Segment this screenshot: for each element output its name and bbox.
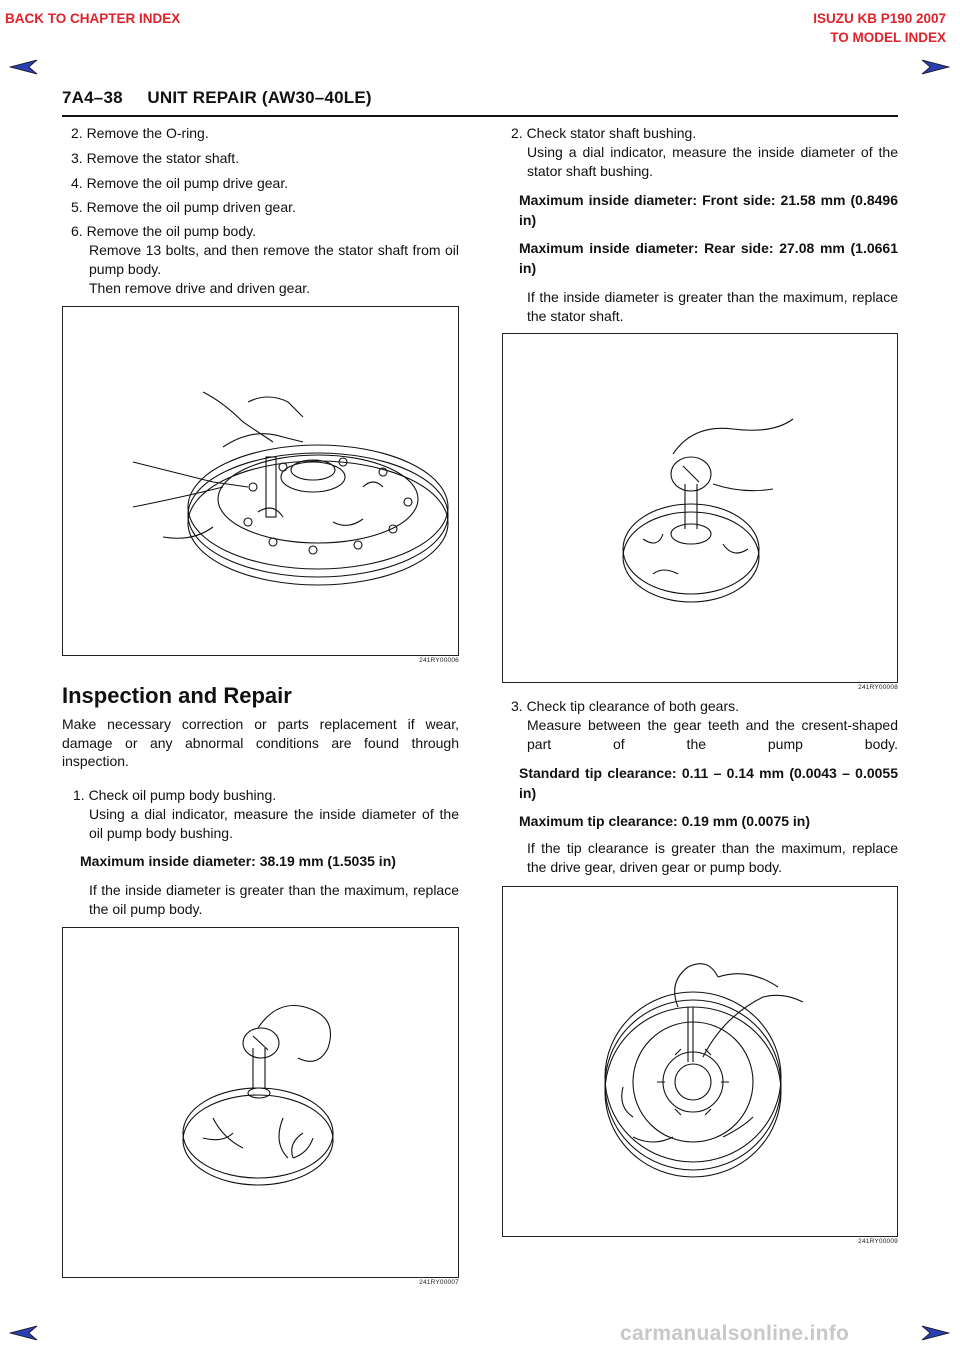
next-page-arrow-icon[interactable] [920,59,950,75]
inspection-2-spec-front: Maximum inside diameter: Front side: 21.58 mm (0.8496 in) [519,192,898,228]
inspection-3-note: If the tip clearance is greater than the maximum, replace the drive gear, driven gear or pump body. [527,840,898,875]
gear-tip-clearance-illustration [503,887,897,1236]
stator-shaft-dial-indicator-illustration [503,334,897,682]
section-intro: Make necessary correction or parts replacement if wear, damage or any abnormal conditions are found through inspection. [62,716,459,770]
inspection-3-spec-standard: Standard tip clearance: 0.11 – 0.14 mm (0.0043 – 0.0055 in) [519,765,898,801]
inspection-1-title: 1. Check oil pump body bushing. [73,787,277,803]
inspection-2-note: If the inside diameter is greater than the maximum, replace the stator shaft. [527,289,898,324]
inspection-3-title: 3. Check tip clearance of both gears. [511,698,740,714]
next-page-bottom-arrow-icon[interactable] [920,1325,950,1341]
inspection-1-spec: Maximum inside diameter: 38.19 mm (1.5035 in) [80,853,396,869]
step-5: 5. Remove the oil pump driven gear. [71,199,296,215]
page-header-title: 7A4–38 UNIT REPAIR (AW30–40LE) [62,88,372,107]
inspection-3-detail: Measure between the gear teeth and the cresent-shaped part of the pump body. [527,717,898,752]
figure-pump-body-bushing [62,927,459,1278]
figure-remove-stator-shaft [62,306,459,656]
inspection-1-detail: Using a dial indicator, measure the inside diameter of the oil pump body bushing. [89,806,459,841]
inspection-3-spec-maximum: Maximum tip clearance: 0.19 mm (0.0075 in) [519,813,811,829]
step-3: 3. Remove the stator shaft. [71,150,240,166]
back-to-chapter-index-link[interactable]: BACK TO CHAPTER INDEX [5,11,181,26]
inspection-2-spec-rear: Maximum inside diameter: Rear side: 27.08 mm (1.0661 in) [519,240,898,276]
watermark-text: carmanualsonline.info [620,1322,850,1345]
figure-stator-shaft-bushing [502,333,898,683]
model-title-link[interactable]: ISUZU KB P190 2007 [813,11,946,26]
inspection-2-title: 2. Check stator shaft bushing. [511,125,697,141]
header-rule [62,115,898,117]
pump-disassembly-illustration [63,307,458,655]
inspection-1-note: If the inside diameter is greater than the maximum, replace the oil pump body. [89,882,459,917]
figure-tip-clearance [502,886,898,1237]
to-model-index-link[interactable]: TO MODEL INDEX [830,30,946,45]
figure-4-code: 241RY00009 [858,1238,898,1245]
figure-1-code: 241RY00006 [419,657,459,664]
step-2: 2. Remove the O-ring. [71,125,209,141]
previous-page-arrow-icon[interactable] [9,59,39,75]
previous-page-bottom-arrow-icon[interactable] [9,1325,39,1341]
step-4: 4. Remove the oil pump drive gear. [71,175,289,191]
pump-body-dial-indicator-illustration [63,928,458,1277]
step-6: 6. Remove the oil pump body. [71,223,256,239]
step-6-detail-2: Then remove drive and driven gear. [89,280,311,296]
figure-3-code: 241RY00008 [858,684,898,691]
figure-2-code: 241RY00007 [419,1279,459,1286]
inspection-2-detail: Using a dial indicator, measure the inside diameter of the stator shaft bushing. [527,144,898,179]
step-6-detail: Remove 13 bolts, and then remove the stator shaft from oil pump body. [89,242,459,277]
section-title: Inspection and Repair [62,683,292,708]
